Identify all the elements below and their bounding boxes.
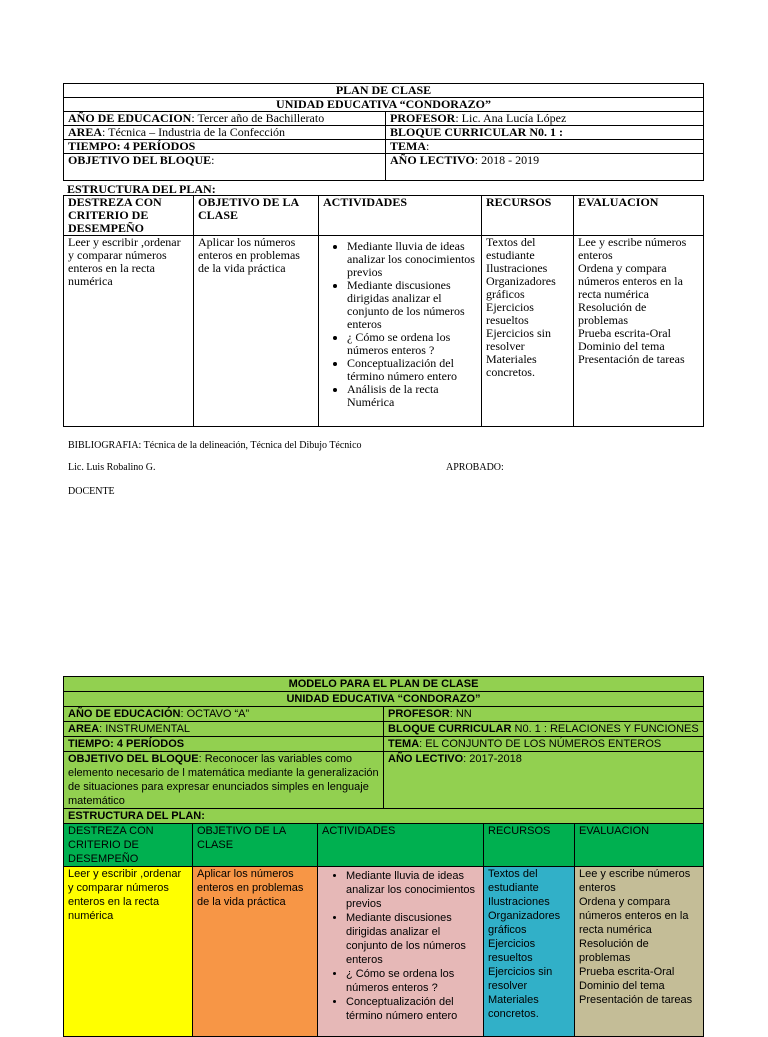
modelo-actividad-item: • Mediante discusiones dirigidas analizar el conjunto de los números enteros [346,911,479,967]
evaluacion-item: Resolución de problemas [578,300,647,327]
modelo-actividad-item: • Conceptualización del término número entero [346,995,479,1023]
firma-docente: Lic. Luis Robalino G. [68,462,156,473]
modelo-recurso-item: Materiales concretos. [488,994,539,1020]
bloque-cell: BLOQUE CURRICULAR N0. 1 : [386,126,704,140]
modelo-objetivo-clase-cell: Aplicar los números enteros en problemas de la vida práctica [193,867,318,1037]
objetivo-bloque-cell: OBJETIVO DEL BLOQUE: [64,154,386,181]
modelo-recurso-item: Organizadores gráficos [488,910,561,936]
aprobado-label: APROBADO: [446,462,504,473]
evaluacion-cell [574,236,704,427]
modelo-header-objetivo: OBJETIVO DE LA CLASE [193,824,318,867]
area-cell: AREA: Técnica – Industria de la Confección [64,126,386,140]
actividad-item: • ¿ Cómo se ordena los números enteros ? [347,331,477,357]
recurso-item: Ejercicios sin resolver [486,326,551,353]
actividad-item: • Mediante lluvia de ideas analizar los conocimientos previos [347,240,477,279]
modelo-plan-document [63,676,703,1037]
recurso-item: Organizadores gráficos [486,274,556,301]
modelo-recursos-cell [484,867,575,1037]
modelo-evaluacion-cell [575,867,704,1037]
evaluacion-item: Prueba escrita-Oral [578,326,671,340]
modelo-tiempo-cell: TIEMPO: 4 PERÍODOS [64,737,384,752]
tema-cell: TEMA: [386,140,704,154]
destreza-cell: Leer y escribir ,ordenar y comparar números enteros en la recta numérica [64,236,194,427]
modelo-header-evaluacion: EVALUACION [575,824,704,867]
modelo-school-name: UNIDAD EDUCATIVA “CONDORAZO” [64,692,704,707]
recurso-item: Materiales concretos. [486,352,537,379]
header-objetivo: OBJETIVO DE LA CLASE [194,196,319,236]
modelo-header-recursos: RECURSOS [484,824,575,867]
modelo-header-table [63,676,704,823]
document-title: PLAN DE CLASE [64,84,704,98]
header-evaluacion: EVALUACION [574,196,704,236]
modelo-anio-cell: AÑO DE EDUCACIÓN: OCTAVO “A” [64,707,384,722]
modelo-recurso-item: Ejercicios resueltos [488,938,536,964]
objetivo-clase-cell: Aplicar los números enteros en problemas de la vida práctica [194,236,319,427]
docente-label: DOCENTE [68,486,115,497]
modelo-profesor-cell: PROFESOR: NN [384,707,704,722]
anio-educacion-cell: AÑO DE EDUCACION: Tercer año de Bachillerato [64,112,386,126]
plan-header-table [63,83,704,181]
modelo-evaluacion-item: Presentación de tareas [579,994,693,1006]
header-destreza: DESTREZA CON CRITERIO DE DESEMPEÑO [64,196,194,236]
modelo-destreza-cell: Leer y escribir ,ordenar y comparar números enteros en la recta numérica [64,867,193,1037]
actividad-item: • Análisis de la recta Numérica [347,383,477,409]
modelo-evaluacion-item: Resolución de problemas [579,938,649,964]
modelo-recurso-item: Ejercicios sin resolver [488,966,553,992]
actividad-item: • Mediante discusiones dirigidas analizar el conjunto de los números enteros [347,279,477,331]
plan-structure-table [63,195,704,427]
modelo-objetivo-cell: OBJETIVO DEL BLOQUE: Reconocer las variables como elemento necesario de l matemática mediante la generalización de situaciones para expresar enunciados simples en lenguaje matemático [64,752,384,809]
modelo-header-destreza: DESTREZA CON CRITERIO DE DESEMPEÑO [64,824,193,867]
evaluacion-item: Ordena y compara números enteros en la recta numérica [578,261,683,301]
plan-de-clase-document [63,83,703,427]
modelo-evaluacion-item: Lee y escribe números enteros [579,868,691,894]
modelo-recurso-item: Textos del estudiante [488,868,539,894]
recurso-item: Ejercicios resueltos [486,300,534,327]
actividad-item: • Conceptualización del término número entero [347,357,477,383]
modelo-header-actividades: ACTIVIDADES [318,824,484,867]
evaluacion-item: Lee y escribe números enteros [578,235,687,262]
recurso-item: Textos del estudiante [486,235,536,262]
recursos-cell [482,236,574,427]
modelo-title: MODELO PARA EL PLAN DE CLASE [64,677,704,692]
profesor-cell: PROFESOR: Lic. Ana Lucía López [386,112,704,126]
modelo-actividad-item: • ¿ Cómo se ordena los números enteros ? [346,967,479,995]
recurso-item: Ilustraciones [486,261,548,275]
bibliografia: BIBLIOGRAFIA: Técnica de la delineación, Técnica del Dibujo Técnico [68,440,362,451]
modelo-area-cell: AREA: INSTRUMENTAL [64,722,384,737]
header-recursos: RECURSOS [482,196,574,236]
evaluacion-item: Presentación de tareas [578,352,685,366]
modelo-evaluacion-item: Dominio del tema [579,980,665,992]
anio-lectivo-cell: AÑO LECTIVO: 2018 - 2019 [386,154,704,181]
modelo-evaluacion-item: Prueba escrita-Oral [579,966,675,978]
modelo-tema-cell: TEMA: EL CONJUNTO DE LOS NÚMEROS ENTEROS [384,737,704,752]
header-actividades: ACTIVIDADES [319,196,482,236]
modelo-structure-table [63,823,704,1037]
modelo-bloque-cell: BLOQUE CURRICULAR N0. 1 : RELACIONES Y FUNCIONES [384,722,704,737]
modelo-recurso-item: Ilustraciones [488,896,550,908]
actividades-cell [319,236,482,427]
modelo-lectivo-cell: AÑO LECTIVO: 2017-2018 [384,752,704,809]
modelo-evaluacion-item: Ordena y compara números enteros en la recta numérica [579,896,689,936]
estructura-label: ESTRUCTURA DEL PLAN: [67,182,216,196]
evaluacion-item: Dominio del tema [578,339,665,353]
modelo-estructura-label: ESTRUCTURA DEL PLAN: [64,809,704,824]
modelo-actividades-cell [318,867,484,1037]
modelo-actividad-item: • Mediante lluvia de ideas analizar los conocimientos previos [346,869,479,911]
school-name: UNIDAD EDUCATIVA “CONDORAZO” [64,98,704,112]
tiempo-cell: TIEMPO: 4 PERÍODOS [64,140,386,154]
